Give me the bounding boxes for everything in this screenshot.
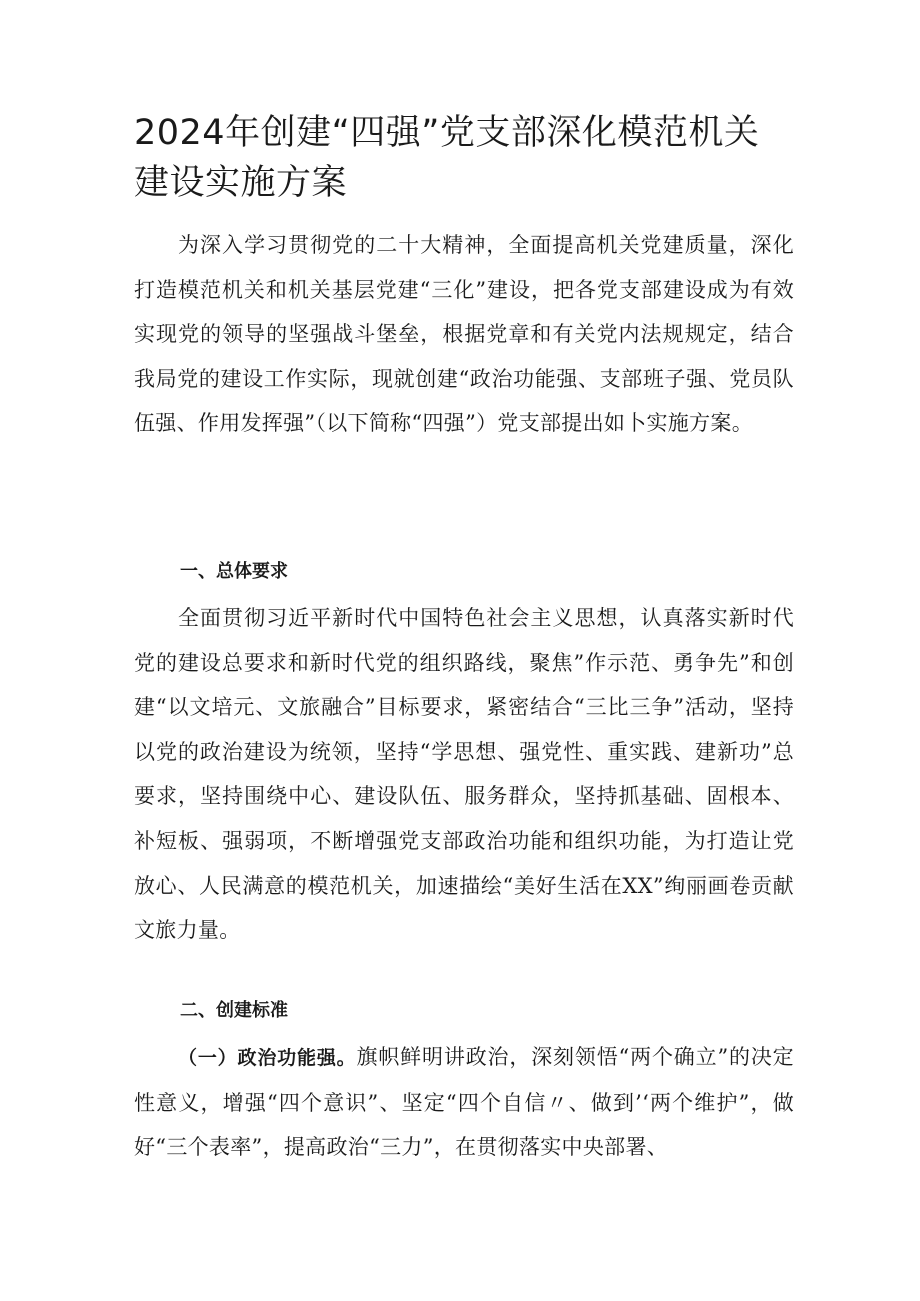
standard-item-body: 旗帜鲜明讲政治，深刻领悟“两个确立”的决定性意义，增强“四个意识”、坚定“四个自信〃、做到’‘两个维护”，做好“三个表率”，提高政治“三力”，在贯彻落实中央部署、: [134, 1045, 794, 1160]
section-heading-general-requirements: 一、总体要求: [180, 561, 288, 582]
standard-item-lead: （一）政治功能强。: [178, 1047, 357, 1069]
section-heading-standards: 二、创建标准: [180, 1000, 288, 1021]
general-requirements-paragraph: 全面贯彻习近平新时代中国特色社会主义思想，认真落实新时代党的建设总要求和新时代党的组织路线，聚焦”作示范、勇争先”和创建“以文培元、文旅融合”目标要求，紧密结合“三比三争”活动，坚持以党的政治建设为统领，坚持“学思想、强党性、重实践、建新功”总要求，坚持围绕中心、建设队伍、服务群众，坚持抓基础、固根本、补短板、强弱项，不断增强党支部政治功能和组织功能，为打造让党放心、人民满意的模范机关，加速描绘“美好生活在XX”绚丽画卷贡献文旅力量。: [134, 606, 794, 943]
document-title: 2024年创建“四强”党支部深化模范机关建设实施方案: [134, 113, 760, 203]
standard-item-political-function: [134, 1035, 794, 1170]
intro-paragraph: 为深入学习贯彻党的二十大精神，全面提高机关党建质量，深化打造模范机关和机关基层党建“三化”建设，把各党支部建设成为有效实现党的领导的坚强战斗堡垒，根据党章和有关党内法规规定，结合我局党的建设工作实际，现就创建“政治功能强、支部班子强、党员队伍强、作用发挥强”（以下简称“四强”）党支部提出如卜实施方案。: [134, 233, 794, 436]
